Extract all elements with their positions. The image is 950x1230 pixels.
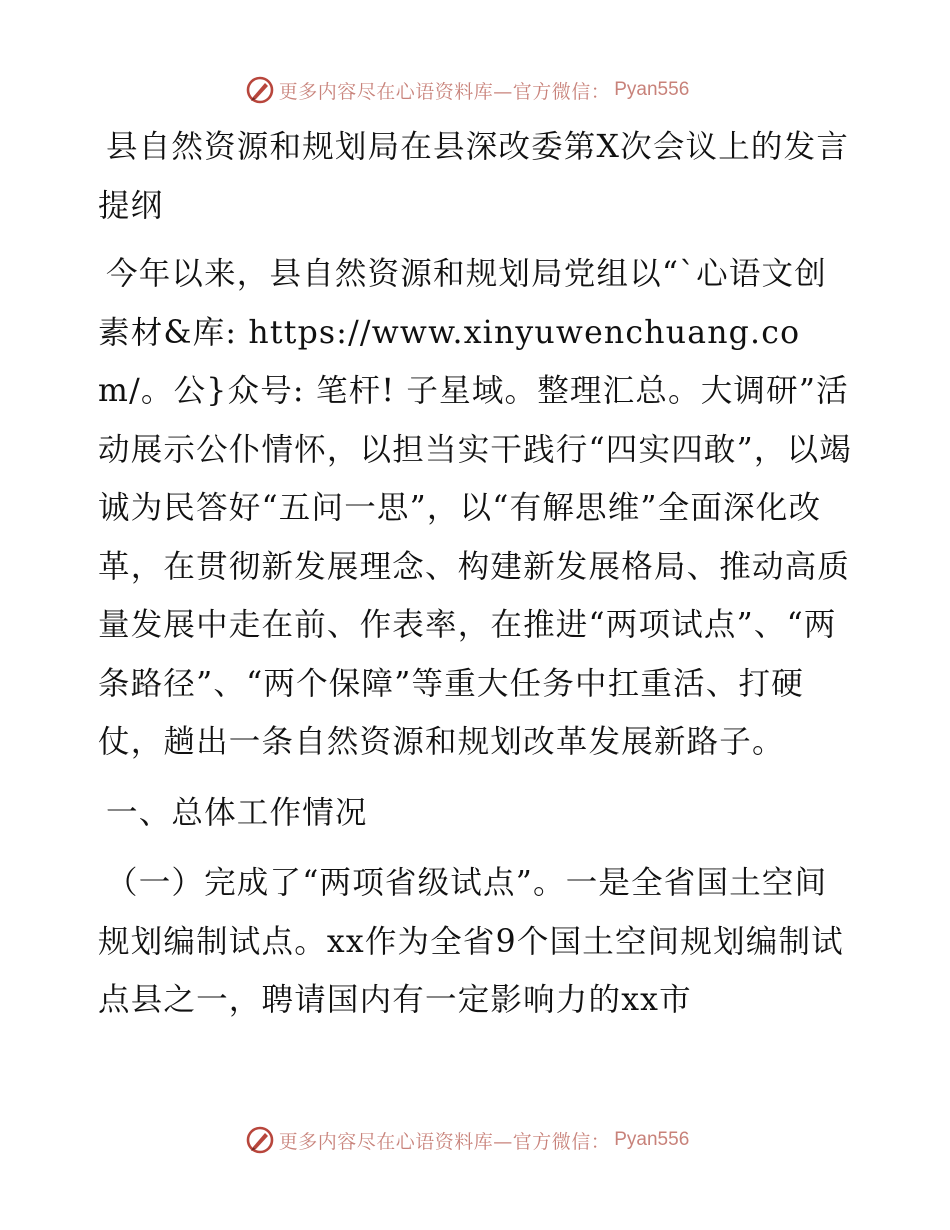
document-body bbox=[98, 118, 858, 1030]
watermark-text: 更多内容尽在心语资料库—官方微信： bbox=[278, 80, 611, 103]
paragraph-section-1: （一）完成了“两项省级试点”。一是全省国土空间规划编制试点。xx作为全省9个国土空间规划编制试点县之一，聘请国内有一定影响力的xx市 bbox=[98, 865, 844, 1018]
watermark-wechat-id: Pyan556 bbox=[614, 1129, 690, 1150]
section-heading: 一、总体工作情况 bbox=[106, 794, 368, 831]
paragraph-intro: 今年以来，县自然资源和规划局党组以“`心语文创素材&库: https://www.xinyuwenchuang.com/。公}众号: 笔杆! 子星域。整理汇总。大调研”活动展示公仆情怀，以担当实干践行“四实四敢”，以竭诚为民答好“五问一思”，以“有解思维”全面深化改革，在贯彻新发展理念、构建新发展格局、推动高质量发展中走在前、作表率，在推进“两项试点”、“两条路径”、“两个保障”等重大任务中扛重活、打硬仗，趟出一条自然资源和规划改革发展新路子。 bbox=[98, 256, 853, 760]
watermark-text: 更多内容尽在心语资料库—官方微信： bbox=[278, 1130, 611, 1153]
pen-logo-icon bbox=[245, 75, 275, 105]
pen-logo-icon bbox=[245, 1125, 275, 1155]
document-title: 县自然资源和规划局在县深改委第X次会议上的发言提纲 bbox=[98, 129, 850, 224]
watermark-wechat-id: Pyan556 bbox=[614, 79, 690, 100]
header-watermark bbox=[0, 70, 950, 110]
footer-watermark bbox=[0, 1120, 950, 1160]
